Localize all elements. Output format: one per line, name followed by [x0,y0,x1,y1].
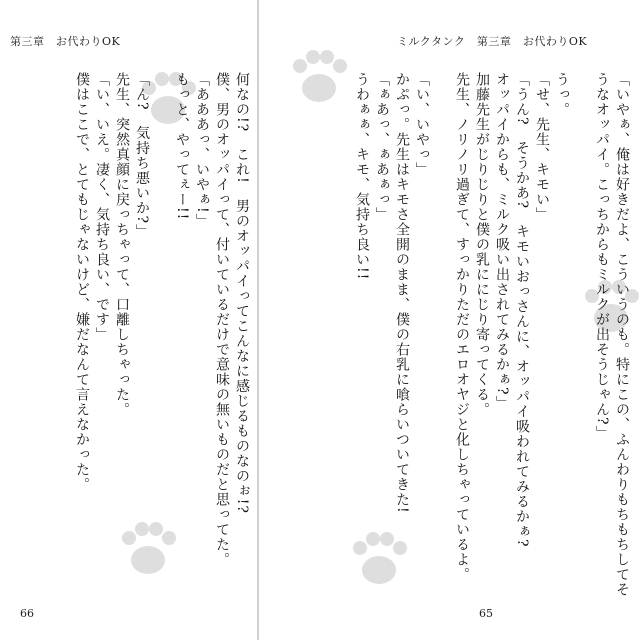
text-line: 「うん? そうかあ? キモいおっさんに、オッパイ吸われてみるかぁ? [514,72,530,548]
running-header: ミルクタンク 第三章 お代わりOK [397,35,588,48]
page-number: 66 [20,607,34,620]
text-line: うわぁぁ、キモ、気持ち良い!! [354,72,370,281]
page-number: 65 [479,607,493,620]
body-text [72,72,252,612]
running-header: 第三章 お代わりOK [10,35,121,48]
text-line: うっ。 [554,72,570,117]
right-page [259,0,640,640]
left-page [0,0,258,640]
text-line: 先生、ノリノリ過ぎて、すっかりただのエロオヤジと化しちゃっているよ。 [454,72,470,582]
text-line: 「せ、先生、キモい」 [534,72,550,222]
text-line: もっと、やってぇー!! [174,72,190,221]
text-line: うなオッパイ。こっちからもミルクが出そうじゃん?」 [594,72,610,441]
text-line: 僕、男のオッパイって、付いているだけで意味の無いものだと思ってた。 [214,72,230,567]
text-line: 「い、いえ。凄く、気持ち良い、です」 [94,72,110,342]
text-line: 「い、いやっ」 [414,72,430,177]
text-line: 加藤先生がじりじりと僕の乳ににじり寄ってくる。 [474,72,490,417]
paw-print-icon [289,48,353,106]
text-line: 「あああっ、いやぁ!」 [194,72,210,229]
text-line: 先生、突然真顔に戻っちゃって、口離しちゃった。 [114,72,130,417]
blank-line [152,72,172,612]
text-line: かぷっ。先生はキモさ全開のまま、僕の右乳に喰らいついてきた! [394,72,410,514]
blank-line [572,72,592,612]
text-line: 「ぁあっ、ぁあぁっ」 [374,72,390,222]
body-text [352,72,632,612]
text-line: 僕はここで、とてもじゃないけど、嫌だなんて言えなかった。 [74,72,90,492]
text-line: 何なの!? これ! 男のオッパイってこんなに感じるものなのぉ!? [234,72,250,514]
text-line: 「ん? 気持ち悪いか?」 [134,72,150,240]
blank-line [432,72,452,612]
text-line: オッパイからも、ミルク吸い出されてみるかぁ?」 [494,72,510,411]
text-line: 「いやぁ、俺は好きだよ、こういうのも。特にこの、ふんわりもちもちしてそ [614,72,630,597]
